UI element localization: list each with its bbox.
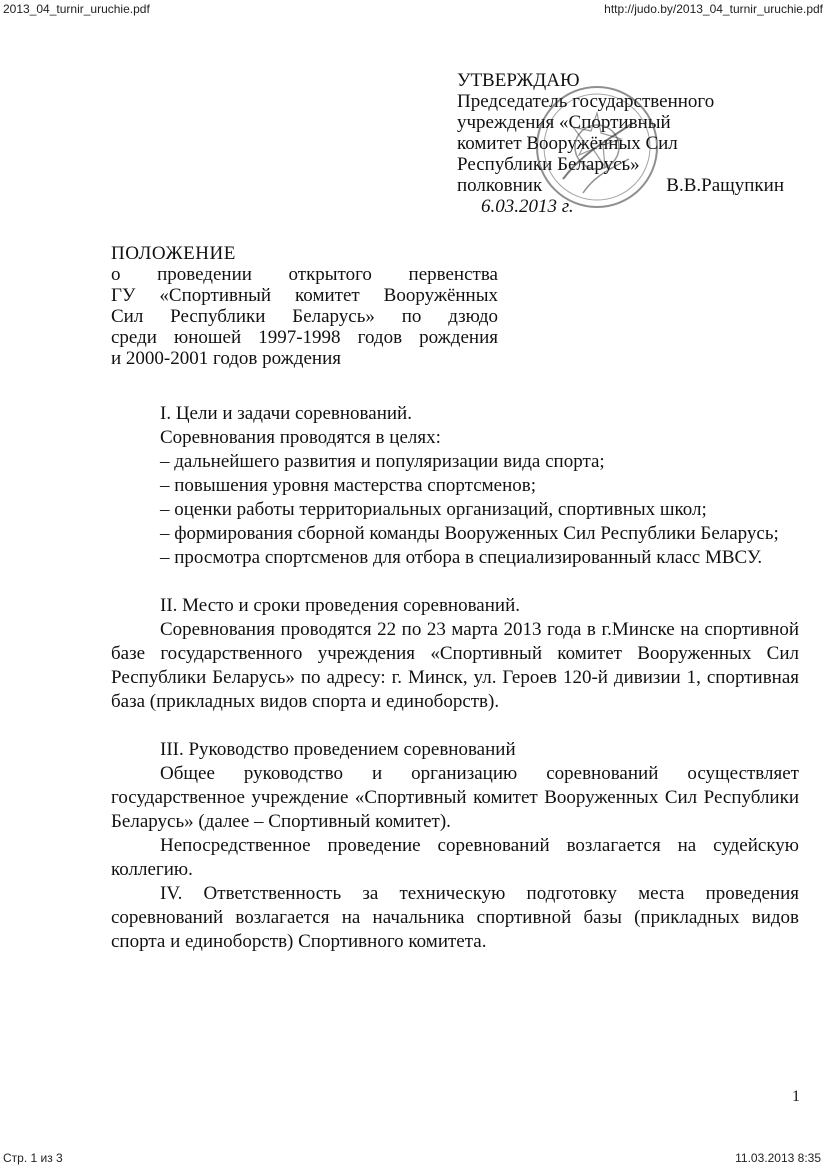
section-3-heading: III. Руководство проведением соревнований bbox=[160, 739, 516, 760]
document-title-line: о проведении открытого первенства bbox=[111, 264, 498, 285]
section-2-text: Соревнования проводятся 22 по 23 марта 2013 года в г.Минске на спортивной базе государственного учреждения «Спортивный комитет Вооруженных Сил Республики Беларусь» по адресу: г. Минск, ул. Героев 120-й дивизии 1, спортивная база (прикладных видов спорта и единоборств). bbox=[111, 619, 799, 712]
approval-line-4: Республики Беларусь» bbox=[457, 154, 640, 175]
page-number: 1 bbox=[792, 1088, 800, 1105]
section-4-text: IV. Ответственность за техническую подготовку места проведения соревнований возлагается на начальника спортивной базы (прикладных видов спорта и единоборств) Спортивного комитета. bbox=[111, 883, 799, 952]
section-3-text: Непосредственное проведение соревнований возлагается на судейскую коллегию. bbox=[111, 835, 799, 880]
document-body bbox=[111, 402, 799, 954]
section-1-heading: I. Цели и задачи соревнований. bbox=[160, 403, 412, 424]
browser-url: http://judo.by/2013_04_turnir_uruchie.pdf bbox=[604, 2, 823, 16]
section-1-intro: Соревнования проводятся в целях: bbox=[160, 427, 441, 448]
goal-item: – повышения уровня мастерства спортсменов; bbox=[160, 475, 537, 496]
browser-datetime: 11.03.2013 8:35 bbox=[735, 1151, 821, 1165]
document-title-line: Сил Республики Беларусь» по дзюдо bbox=[111, 306, 498, 327]
approval-rank: полковник bbox=[457, 175, 543, 196]
approval-line-3: комитет Вооружённых Сил bbox=[457, 133, 678, 154]
goal-item: – просмотра спортсменов для отбора в специализированный класс МВСУ. bbox=[160, 547, 763, 568]
section-3-text: Общее руководство и организацию соревнований осуществляет государственное учреждение «Спортивный комитет Вооруженных Сил Республики Беларусь» (далее – Спортивный комитет). bbox=[111, 763, 799, 832]
approval-signatory: В.В.Ращупкин bbox=[666, 175, 784, 196]
browser-file-name: 2013_04_turnir_uruchie.pdf bbox=[3, 2, 150, 16]
approval-date: 6.03.2013 г. bbox=[481, 196, 574, 217]
document-title-line: среди юношей 1997-1998 годов рождения bbox=[111, 327, 498, 348]
browser-page-info: Стр. 1 из 3 bbox=[3, 1151, 63, 1165]
goal-item: – дальнейшего развития и популяризации вида спорта; bbox=[160, 451, 605, 472]
goal-item: – формирования сборной команды Вооруженных Сил Республики Беларусь; bbox=[160, 523, 779, 544]
section-2-heading: II. Место и сроки проведения соревнований. bbox=[160, 595, 520, 616]
document-title-line: ГУ «Спортивный комитет Вооружённых bbox=[111, 285, 498, 306]
document-title-block bbox=[111, 243, 498, 369]
document-title-heading: ПОЛОЖЕНИЕ bbox=[111, 243, 236, 264]
document-title-line: и 2000-2001 годов рождения bbox=[111, 348, 341, 369]
approval-heading: УТВЕРЖДАЮ bbox=[457, 70, 580, 91]
official-seal-icon bbox=[533, 83, 661, 211]
approval-line-1: Председатель государственного bbox=[457, 91, 715, 112]
approval-line-2: учреждения «Спортивный bbox=[457, 112, 671, 133]
goal-item: – оценки работы территориальных организаций, спортивных школ; bbox=[160, 499, 707, 520]
